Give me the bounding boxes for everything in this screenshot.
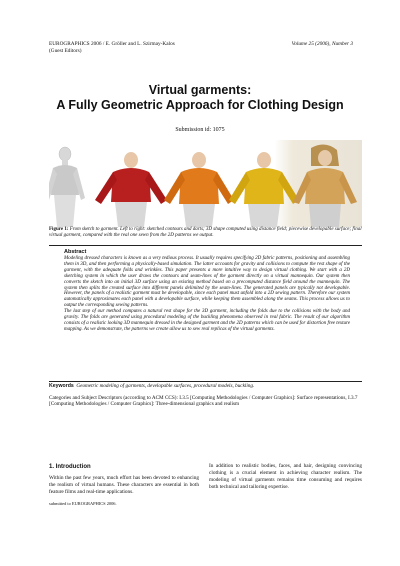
abstract-heading: Abstract <box>64 249 87 255</box>
title-line-1: Virtual garments: <box>148 83 252 97</box>
abstract-body <box>64 256 350 333</box>
keywords-label: Keywords <box>49 383 74 389</box>
conference-line: EUROGRAPHICS 2006 / E. Gröller and L. Szirmay-Kalos <box>49 41 175 47</box>
keywords-text: Geometric modeling of garments, developable surfaces, procedural models, buckling. <box>76 383 255 389</box>
abstract-paragraph-1: Modeling dressed characters is known as a very tedious process. It usually requires specifying 2D fabric patterns, positioning and assembling them in 3D, and then performing a physically-based simulation. The latter accounts for gravity and collisions to compute the rest shape of the garment, with the adequate folds and wrinkles. This paper presents a more intuitive way to design virtual clothing. We start with a 2D sketching system in which the user draws the contours and seam-lines of the garment directly on a virtual mannequin. Our system then converts the sketch into an initial 3D surface using an existing method based on a precomputed distance field around the mannequin. The system then splits the created surface into different panels delimited by the seam-lines. The generated panels are typically not developable. However, the panels of a realistic garment must be developable, since each panel must unfold into a 2D sewing pattern. Therefore our system automatically approximates each panel with a developable surface, while keeping them assembled along the seams. This process allows us to output the corresponding sewing patterns. <box>64 256 350 309</box>
intro-right-column: In addition to realistic bodies, faces, and hair, designing convincing clothing is a crucial element in achieving character realism. The modeling of virtual garments remains time consuming and requires both technical and tailoring expertise. <box>209 463 362 490</box>
paper-title <box>0 83 400 113</box>
figure-image <box>49 140 362 227</box>
caption-text: From sketch to garment. Left to right: sketched contours and darts; 3D shape computed using distance field; piecewise developable surface; final virtual garment, compared with the real one sewn from the 2D patterns we output. <box>49 227 362 239</box>
figure-caption <box>49 227 362 240</box>
guest-editors-line: (Guest Editors) <box>49 48 82 54</box>
submission-id: Submission id: 1075 <box>175 127 225 133</box>
keywords <box>49 383 362 389</box>
caption-label: Figure 1: <box>49 227 69 232</box>
volume-line: Volume 25 (2006), Number 3 <box>291 41 353 47</box>
abstract-box <box>49 245 362 382</box>
title-line-2: A Fully Geometric Approach for Clothing Design <box>56 98 344 112</box>
running-header-left <box>49 41 175 55</box>
section-heading-introduction: 1. Introduction <box>49 464 91 470</box>
submission-footnote: submitted to EUROGRAPHICS 2006. <box>49 501 117 506</box>
acm-categories: Categories and Subject Descriptors (according to ACM CCS): I.3.5 [Computing Methodologies / Computer Graphics]: Surface representations, I.3.7 [Computing Methodologies / Computer Graphics]: Three-dimensional graphics and realism <box>49 395 358 408</box>
intro-left-column: Within the past few years, much effort has been devoted to enhancing the realism of virtual humans. These characters are essential in both feature films and real-time applications. <box>49 475 199 495</box>
abstract-paragraph-2: The last step of our method computes a natural rest shape for the 3D garment, including the folds due to the collisions with the body and gravity. The folds are generated using procedural modeling of the buckling phenomena observed in real fabric. The result of our algorithm consists of a realistic looking 3D mannequin dressed in the designed garment and the 2D patterns which can be used for distortion free texture mapping. As we demonstrate, the patterns we create allow us to sew real replicas of the virtual garments. <box>64 309 350 332</box>
teaser-figure <box>49 140 362 227</box>
